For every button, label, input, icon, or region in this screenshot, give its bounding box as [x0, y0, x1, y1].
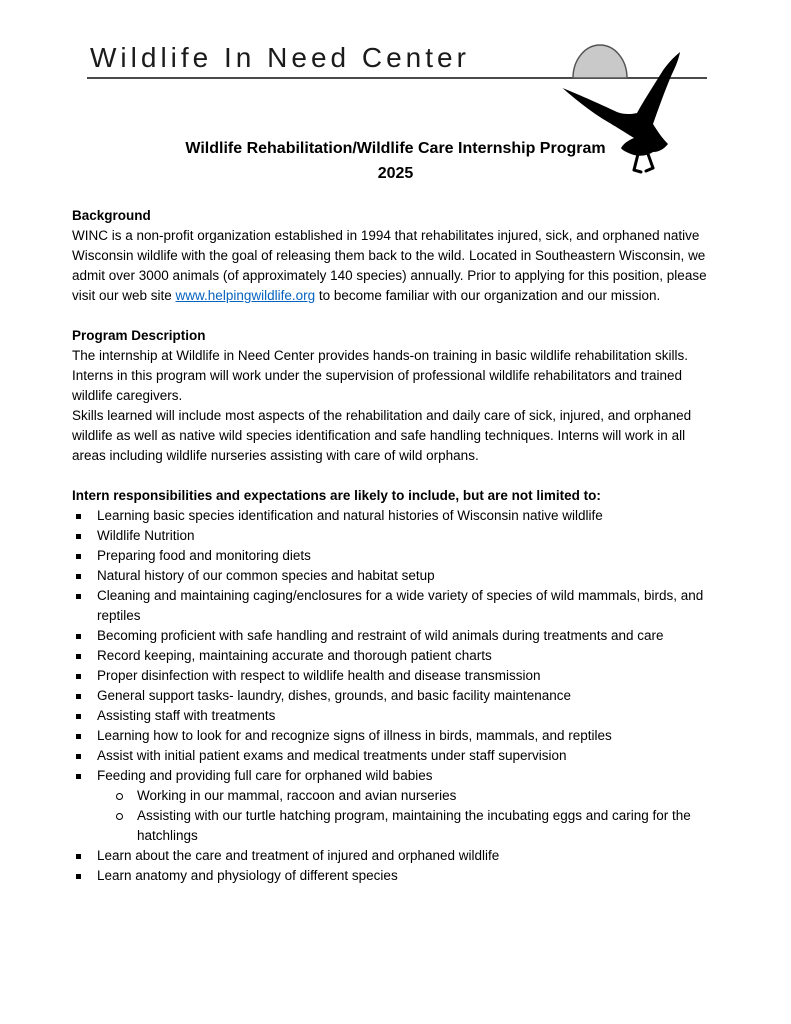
program-description-paragraph-2: Skills learned will include most aspects of the rehabilitation and daily care of sick, injured, and orphaned wildlife as well as native wild species identification and safe handling techniques. Interns will work in all areas including wildlife nurseries assisting with care of wild orphans.	[72, 408, 692, 463]
list-item: Learn about the care and treatment of injured and orphaned wildlife	[72, 846, 720, 866]
list-item: Assist with initial patient exams and medical treatments under staff supervision	[72, 746, 720, 766]
document-year: 2025	[377, 165, 414, 182]
list-item: Preparing food and monitoring diets	[72, 546, 720, 566]
list-item: Cleaning and maintaining caging/enclosures for a wide variety of species of wild mammals, birds, and reptiles	[72, 586, 720, 626]
sub-list-item: Working in our mammal, raccoon and avian nurseries	[97, 786, 720, 806]
document-body	[72, 206, 720, 886]
list-item: Learn anatomy and physiology of different species	[72, 866, 720, 886]
nurseries-sub-list	[97, 786, 720, 846]
document-title: Wildlife Rehabilitation/Wildlife Care Internship Program	[185, 140, 606, 157]
list-item: Record keeping, maintaining accurate and thorough patient charts	[72, 646, 720, 666]
responsibilities-list	[72, 506, 720, 886]
org-name: Wildlife In Need Center	[90, 42, 470, 73]
background-heading: Background	[72, 208, 151, 223]
list-item	[72, 766, 720, 846]
sub-list-item: Assisting with our turtle hatching program, maintaining the incubating eggs and caring for the hatchlings	[97, 806, 720, 846]
list-item: Natural history of our common species and habitat setup	[72, 566, 720, 586]
list-item-text: Feeding and providing full care for orphaned wild babies	[97, 768, 433, 783]
sun-icon	[573, 45, 627, 78]
background-text-before-link: WINC is a non-profit organization established in 1994 that rehabilitates injured, sick, and orphaned native Wisconsin wildlife with the goal of releasing them back to the wild. Located in Southeastern Wisconsin, we admit over 3000 animals (of approximately 140 species) annually. Prior to applying for this position, please visit our web site	[72, 228, 707, 303]
program-description-heading: Program Description	[72, 328, 206, 343]
list-item: Proper disinfection with respect to wildlife health and disease transmission	[72, 666, 720, 686]
background-text-after-link: to become familiar with our organization and our mission.	[315, 288, 661, 303]
responsibilities-heading: Intern responsibilities and expectations are likely to include, but are not limited to:	[72, 488, 601, 503]
background-paragraph	[72, 226, 720, 306]
list-item: Wildlife Nutrition	[72, 526, 720, 546]
program-description-paragraph-1: The internship at Wildlife in Need Center provides hands-on training in basic wildlife rehabilitation skills. Interns in this program will work under the supervision of professional wildlife rehabilitators and trained wildlife caregivers.	[72, 348, 689, 403]
list-item: General support tasks- laundry, dishes, grounds, and basic facility maintenance	[72, 686, 720, 706]
responsibilities-section	[72, 486, 720, 886]
list-item: Learning how to look for and recognize signs of illness in birds, mammals, and reptiles	[72, 726, 720, 746]
list-item: Becoming proficient with safe handling and restraint of wild animals during treatments and care	[72, 626, 720, 646]
program-description-section	[72, 326, 720, 466]
list-item: Learning basic species identification and natural histories of Wisconsin native wildlife	[72, 506, 720, 526]
website-link[interactable]: www.helpingwildlife.org	[175, 288, 316, 303]
background-section	[72, 206, 720, 306]
document-title-block	[0, 136, 791, 186]
list-item: Assisting staff with treatments	[72, 706, 720, 726]
